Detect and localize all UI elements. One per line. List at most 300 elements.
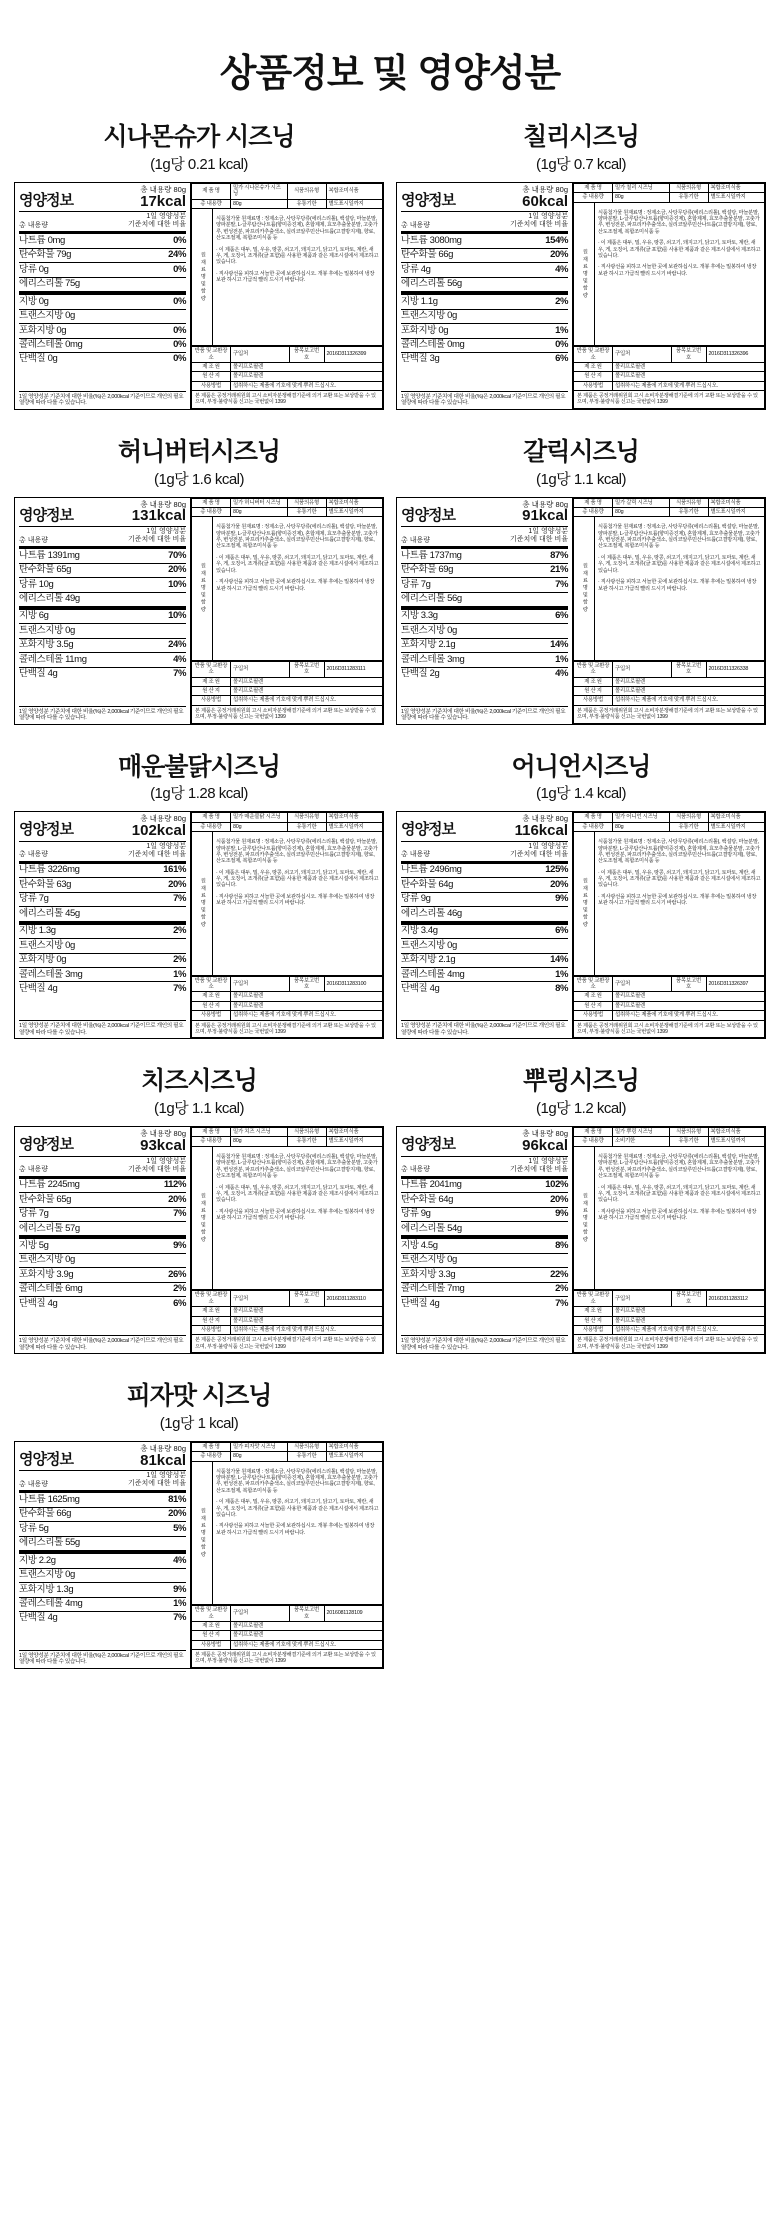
info-value: 80g [613,193,670,202]
ingredients-vertical-label: 원재료명및함량 [573,517,595,661]
table-row [192,381,383,390]
nutrient-row [19,1283,186,1297]
allergy-line: · 이 제품은 대두, 밀, 우유, 땅콩, 쇠고기, 돼지고기, 닭고기, 토마토, 계란, 새우, 게, 오징어, 조개류(굴 포함)를 사용한 제품과 같은 제조시설에서 제조하고 있습니다. [598,869,761,889]
product-card-header [396,753,766,804]
nutrient-pct: 1% [555,324,568,336]
ingredients-line: 식품첨가물 원재료명 : 정제소금, 사탕무당류(에리스리톨), 백설탕, 마늘분말, 양파분말, L-글루탐산나트륨(향미증진제), 혼합제제, 효모추출물분말, 고춧가루, 변성전분, 파프리카추출색소, 실리코알루민산나트륨(고결방지제), 향료, 산도조절제, 복합조미식품 등 [598,524,760,550]
info-value: 폴리프로필렌 [231,992,383,1001]
allergy-line: · 이 제품은 대두, 밀, 우유, 땅콩, 쇠고기, 돼지고기, 닭고기, 토마토, 계란, 새우, 게, 오징어, 조개류(굴 포함)를 사용한 제품과 같은 제조시설에서 제조하고 있습니다. [216,1499,379,1518]
product-info-table [191,498,383,518]
info-value: 섭취하시는 제품에 기호에 맞게 뿌려 드십시오. [231,381,383,390]
info-key: 원 산 지 [192,1316,231,1325]
serving-row [401,527,568,549]
nutrient-label: 탄수화물 66g [401,249,453,261]
nutrient-row [19,339,186,353]
info-value: 2016D311326396 [706,347,765,363]
info-value: 폴리프로필렌 [231,362,383,371]
info-value: 2016081128109 [324,1606,383,1622]
product-origin-table [191,346,383,391]
nutrient-label: 포화지방 3.5g [19,639,74,651]
nutrient-label: 지방 4.5g [401,1239,438,1251]
daily-value-line2: 기준치에 대한 비율 [510,221,568,229]
nutrient-row [19,1508,186,1522]
info-key: 반품 및 교환장소 [192,976,231,992]
table-row [192,1316,383,1325]
info-key: 제 조 원 [574,362,613,371]
nutrient-row [19,893,186,907]
info-key: 총 내용량 [192,199,231,208]
info-value: 밀가 치즈 시즈닝 [231,1128,288,1137]
info-key: 식품의유형 [669,498,708,507]
nutrition-footnote: 1일 영양성분 기준치에 대한 비율(%)은 2,000kcal 기준이므로 개인의 필요 열량에 따라 다를 수 있습니다. [401,1020,568,1036]
nutrient-label: 단백질 2g [401,668,440,680]
ingredients-vertical-label: 원재료명및함량 [191,1462,213,1606]
daily-value-label [128,843,186,859]
ingredients-text [213,1462,383,1606]
table-row [574,507,765,516]
nutrient-row [401,278,568,292]
product-per-gram-kcal: (1g당 1.6 kcal) [153,470,245,488]
nutrient-label: 포화지방 1.3g [19,1583,74,1595]
nutrient-row [401,624,568,638]
daily-value-line1: 1일 영양성분 [528,1157,568,1165]
nutrient-label: 콜레스테롤 0mg [19,339,83,351]
nutrient-label: 나트륨 2496mg [401,864,462,876]
daily-value-line2: 기준치에 대한 비율 [128,1480,186,1488]
nutrient-pct: 1% [173,1598,186,1610]
ingredients-text [213,517,383,661]
info-value: 2016D311326399 [324,347,383,363]
nutrient-row [401,1179,568,1193]
table-row [192,372,383,381]
nutrition-footnote: 1일 영양성분 기준치에 대한 비율(%)은 2,000kcal 기준이므로 개인의 필요 열량에 따라 다를 수 있습니다. [19,1020,186,1036]
product-card-header [14,753,384,804]
nutrient-label: 나트륨 1625mg [19,1493,80,1505]
info-key: 제 품 명 [192,498,231,507]
nutrient-label: 당류 7g [19,1208,49,1220]
daily-value-label [128,1158,186,1174]
nutrient-pct: 9% [555,893,568,905]
nutrient-label: 지방 2.2g [19,1554,56,1566]
table-row [574,661,765,677]
ingredients-text [213,209,383,346]
serving-label: 총 내용량 [401,536,430,544]
info-value: 밀가 허니버터 시즈닝 [231,498,288,507]
nutrient-row [401,982,568,995]
product-card [8,753,390,1068]
nutrient-row [19,1569,186,1583]
info-value: 별도표시일까지 [708,507,765,516]
info-value: 폴리프로필렌 [613,687,765,696]
product-card-body [396,497,766,725]
nutrient-rows [401,549,568,705]
nutrient-label: 에리스리톨 56g [401,278,462,290]
calories-value: 96kcal [522,1136,568,1154]
nutrient-pct: 0% [555,339,568,351]
nutrient-label: 콜레스테롤 3mg [19,968,83,980]
info-value: 밀가 시나몬슈가 시즈닝 [231,183,288,199]
info-value: 구입처 [613,976,672,992]
nutrient-pct: 8% [555,1239,568,1251]
daily-value-line1: 1일 영양성분 [146,213,186,221]
consumer-notice: 본 제품은 공정거래위원회 고시 소비자분쟁해결기준에 의거 교환 또는 보상받을 수 있으며, 부정·불량식품 신고는 국번없이 1399 [191,706,383,724]
product-info-panel [573,1127,765,1353]
product-card-body [14,1126,384,1354]
table-row [574,347,765,363]
product-info-panel [191,183,383,409]
nutrition-facts-title: 영양정보 [19,821,73,839]
info-value: 80g [613,507,670,516]
info-value: 80g [231,199,288,208]
daily-value-line1: 1일 영양성분 [146,842,186,850]
daily-value-line2: 기준치에 대한 비율 [510,1165,568,1173]
info-key: 총 내용량 [574,507,613,516]
info-value: 폴리프로필렌 [231,677,383,686]
nutrient-row [19,1522,186,1536]
nutrient-label: 트랜스지방 0g [401,1254,457,1266]
product-info-panel [573,498,765,724]
info-key: 반품 및 교환장소 [574,347,613,363]
nutrient-label: 탄수화물 64g [401,878,453,890]
table-row [192,813,383,822]
serving-label: 총 내용량 [19,1166,48,1174]
nutrition-facts-panel [15,1127,191,1353]
nutrition-calories [522,501,568,525]
daily-value-label [128,213,186,229]
nutrition-calories [522,1130,568,1154]
info-key: 품목보고번호 [289,661,324,677]
nutrient-pct: 14% [550,639,568,651]
product-card-header [396,123,766,174]
nutrient-pct: 87% [550,549,568,561]
product-per-gram-kcal: (1g당 1.28 kcal) [150,785,248,803]
nutrient-label: 에리스리톨 45g [19,907,80,919]
nutrient-pct: 20% [168,1193,186,1205]
nutrient-row [19,864,186,878]
calories-value: 102kcal [131,822,186,840]
nutrition-facts-panel [397,812,573,1038]
serving-row [401,842,568,864]
nutrient-row [401,295,568,309]
info-value: 밀가 뿌링 시즈닝 [613,1128,670,1137]
daily-value-label [510,1158,568,1174]
nutrient-pct: 8% [555,982,568,994]
nutrient-row [401,1239,568,1253]
nutrient-pct: 2% [555,1283,568,1295]
info-key: 유통기한 [287,507,326,516]
nutrient-row [401,263,568,277]
table-row [192,347,383,363]
ingredients-text [595,832,765,976]
nutrient-row [401,324,568,338]
product-per-gram-kcal: (1g당 1.1 kcal) [535,470,627,488]
info-key: 품목보고번호 [671,1291,706,1307]
nutrient-row [19,1222,186,1236]
info-value: 폴리프로필렌 [231,1631,383,1640]
nutrient-label: 나트륨 3226mg [19,864,80,876]
table-row [574,362,765,371]
nutrient-label: 나트륨 2245mg [19,1179,80,1191]
nutrient-label: 나트륨 2041mg [401,1179,462,1191]
info-key: 유통기한 [669,822,708,831]
info-key: 반품 및 교환장소 [574,661,613,677]
nutrient-row [401,249,568,263]
product-info-panel [573,812,765,1038]
info-key: 유통기한 [669,193,708,202]
nutrient-row [19,564,186,578]
info-key: 제 품 명 [574,1128,613,1137]
product-per-gram-kcal: (1g당 0.21 kcal) [150,155,248,173]
info-key: 제 조 원 [192,677,231,686]
nutrient-row [19,310,186,324]
info-value: 섭취하시는 제품에 기호에 맞게 뿌려 드십시오. [231,1640,383,1649]
info-value: 폴리프로필렌 [613,677,765,686]
ingredients-line: 식품첨가물 원재료명 : 정제소금, 사탕무당류(에리스리톨), 백설탕, 마늘분말, 양파분말, L-글루탐산나트륨(향미증진제), 혼합제제, 효모추출물분말, 고춧가루, 변성전분, 파프리카추출색소, 실리코알루민산나트륨(고결방지제), 향료, 산도조절제, 복합조미식품 등 [216,524,378,550]
nutrition-facts-title: 영양정보 [19,191,73,209]
daily-value-line1: 1일 영양성분 [528,528,568,536]
product-origin-table [573,1290,765,1335]
nutrient-pct: 161% [163,864,186,876]
consumer-notice: 본 제품은 공정거래위원회 고시 소비자분쟁해결기준에 의거 교환 또는 보상받을 수 있으며, 부정·불량식품 신고는 국번없이 1399 [573,1335,765,1353]
nutrient-row [401,610,568,624]
nutrition-facts-panel [397,1127,573,1353]
product-name: 피자맛 시즈닝 [126,1382,272,1410]
table-row [192,992,383,1001]
info-key: 제 품 명 [192,1442,231,1451]
table-row [192,1137,383,1146]
nutrient-row [19,1537,186,1551]
nutrient-label: 탄수화물 65g [19,564,71,576]
info-value: 복합조미식품 [708,1128,765,1137]
storage-note-line: · 직사광선을 피하고 서늘한 곳에 보관하십시오. 개봉 후에는 밀봉하여 냉장보관 하시고 가급적 빨리 드시기 바랍니다. [216,893,375,907]
table-row [574,813,765,822]
info-value: 별도표시일까지 [326,822,383,831]
nutrition-footnote: 1일 영양성분 기준치에 대한 비율(%)은 2,000kcal 기준이므로 개인의 필요 열량에 따라 다를 수 있습니다. [19,706,186,722]
info-key: 제 조 원 [574,677,613,686]
nutrient-pct: 9% [173,1583,186,1595]
nutrient-row [19,968,186,982]
product-card-body [396,811,766,1039]
table-row [192,498,383,507]
nutrient-pct: 24% [168,249,186,261]
nutrient-label: 에리스리톨 46g [401,907,462,919]
info-value: 2016D311283112 [706,1291,765,1307]
info-value: 복합조미식품 [326,1442,383,1451]
nutrient-row [401,1283,568,1297]
nutrition-calories [140,186,186,210]
product-name: 치즈시즈닝 [141,1067,257,1096]
info-value: 섭취하시는 제품에 기호에 맞게 뿌려 드십시오. [231,1011,383,1020]
nutrient-pct: 0% [173,234,186,246]
info-value: 구입처 [231,347,290,363]
table-row [574,1325,765,1334]
nutrient-label: 포화지방 2.1g [401,639,456,651]
total-amount-label: 총 내용량 80g [522,499,568,509]
nutrition-facts-panel [15,1442,191,1668]
nutrient-label: 당류 7g [19,893,49,905]
nutrient-rows [401,1179,568,1335]
total-amount-label: 총 내용량 80g [522,1129,568,1138]
info-key: 총 내용량 [574,822,613,831]
nutrient-row [19,1612,186,1625]
total-amount-label: 총 내용량 80g [522,184,568,194]
nutrient-pct: 7% [173,982,186,994]
nutrient-pct: 0% [173,295,186,307]
info-value: 구입처 [613,1291,672,1307]
info-key: 품목보고번호 [671,347,706,363]
info-key: 식품의유형 [287,498,326,507]
info-key: 제 품 명 [192,813,231,822]
allergy-line: · 이 제품은 대두, 밀, 우유, 땅콩, 쇠고기, 돼지고기, 닭고기, 토마토, 계란, 새우, 게, 오징어, 조개류(굴 포함)를 사용한 제품과 같은 제조시설에서 제조하고 있습니다. [216,869,379,889]
info-key: 유통기한 [287,822,326,831]
nutrient-label: 에리스리톨 56g [401,593,462,605]
nutrient-row [401,939,568,953]
info-key: 제 품 명 [192,1128,231,1137]
info-key: 반품 및 교환장소 [192,1606,231,1622]
info-key: 식품의유형 [669,1128,708,1137]
nutrient-row [401,907,568,921]
nutrient-pct: 0% [173,324,186,336]
table-row [192,1631,383,1640]
product-origin-table [191,1290,383,1335]
total-amount-label: 총 내용량 80g [140,814,186,824]
nutrient-pct: 26% [168,1268,186,1280]
info-key: 제 조 원 [192,362,231,371]
table-row [192,1325,383,1334]
product-info-table [573,812,765,832]
nutrient-label: 지방 3.4g [401,925,438,937]
nutrient-row [19,878,186,892]
table-row [574,976,765,992]
info-key: 제 품 명 [574,498,613,507]
product-card-grid [0,123,780,1697]
nutrient-row [19,263,186,277]
nutrient-pct: 1% [555,653,568,665]
nutrient-label: 단백질 4g [401,982,440,994]
nutrient-pct: 20% [168,564,186,576]
info-value: 밀가 매운불닭 시즈닝 [231,813,288,822]
info-value: 80g [231,507,288,516]
nutrition-facts-header [401,815,568,842]
nutrition-footnote: 1일 영양성분 기준치에 대한 비율(%)은 2,000kcal 기준이므로 개인의 필요 열량에 따라 다를 수 있습니다. [19,1335,186,1351]
nutrition-footnote: 1일 영양성분 기준치에 대한 비율(%)은 2,000kcal 기준이므로 개인의 필요 열량에 따라 다를 수 있습니다. [19,391,186,407]
nutrient-label: 트랜스지방 0g [19,939,75,951]
info-key: 사용방법 [192,1325,231,1334]
info-value: 밀가 어니언 시즈닝 [613,813,670,822]
nutrient-label: 당류 7g [401,578,431,590]
info-value: 구입처 [231,976,290,992]
table-row [192,1291,383,1307]
nutrition-calories [140,1445,186,1469]
info-key: 제 품 명 [574,183,613,192]
nutrition-facts-header [19,501,186,528]
nutrient-row [19,549,186,563]
nutrient-row [19,278,186,292]
table-row [192,1640,383,1649]
consumer-notice: 본 제품은 공정거래위원회 고시 소비자분쟁해결기준에 의거 교환 또는 보상받을 수 있으며, 부정·불량식품 신고는 국번없이 1399 [191,1021,383,1039]
storage-note-line: · 직사광선을 피하고 서늘한 곳에 보관하십시오. 개봉 후에는 밀봉하여 냉장보관 하시고 가급적 빨리 드시기 바랍니다. [216,579,375,592]
info-key: 원 산 지 [192,1001,231,1010]
serving-row [401,212,568,234]
nutrition-facts-panel [397,183,573,409]
product-per-gram-kcal: (1g당 0.7 kcal) [535,155,627,173]
product-name: 매운불닭시즈닝 [117,752,281,781]
daily-value-line1: 1일 영양성분 [146,1472,186,1480]
table-row [192,183,383,199]
nutrient-row [19,1268,186,1282]
table-row [192,362,383,371]
product-info-panel [191,1442,383,1668]
info-value: 구입처 [613,661,672,677]
nutrient-row [19,1297,186,1310]
nutrient-pct: 4% [555,263,568,275]
nutrient-rows [19,864,186,1020]
info-value: 별도표시일까지 [708,1137,765,1146]
nutrient-label: 콜레스테롤 6mg [19,1283,83,1295]
info-key: 반품 및 교환장소 [192,661,231,677]
info-key: 원 산 지 [192,687,231,696]
nutrient-row [401,893,568,907]
nutrient-row [401,310,568,324]
table-row [192,687,383,696]
nutrient-label: 포화지방 0g [401,324,449,336]
total-amount-label: 총 내용량 80g [140,1443,186,1453]
table-row [574,687,765,696]
nutrient-label: 탄수화물 63g [19,878,71,890]
nutrient-label: 당류 0g [19,263,49,275]
nutrient-label: 당류 4g [401,263,431,275]
table-row [574,381,765,390]
product-card-body [14,497,384,725]
daily-value-line2: 기준치에 대한 비율 [128,1165,186,1173]
nutrient-row [401,1222,568,1236]
product-origin-table [191,976,383,1021]
ingredients-text [595,517,765,661]
info-key: 품목보고번호 [289,347,324,363]
info-value: 밀가 피자맛 시즈닝 [231,1442,288,1451]
daily-value-line1: 1일 영양성분 [528,842,568,850]
nutrient-pct: 7% [173,893,186,905]
nutrient-pct: 154% [545,234,568,246]
nutrient-pct: 22% [550,1268,568,1280]
info-value: 폴리프로필렌 [613,1316,765,1325]
info-key: 유통기한 [669,1137,708,1146]
product-card-body [14,1441,384,1669]
nutrient-row [19,1179,186,1193]
nutrient-pct: 2% [555,295,568,307]
info-value: 구입처 [231,1291,290,1307]
nutrient-row [401,353,568,366]
storage-note-line: · 직사광선을 피하고 서늘한 곳에 보관하십시오. 개봉 후에는 밀봉하여 냉장보관 하시고 가급적 빨리 드시기 바랍니다. [598,264,757,277]
serving-label: 총 내용량 [19,1480,48,1488]
nutrient-pct: 14% [550,954,568,966]
ingredients-vertical-label: 원재료명및함량 [573,203,595,347]
nutrient-pct: 2% [173,925,186,937]
info-value: 섭취하시는 제품에 기호에 맞게 뿌려 드십시오. [613,1011,765,1020]
nutrient-row [19,639,186,653]
nutrient-label: 트랜스지방 0g [19,310,75,322]
info-value: 별도표시일까지 [326,1452,383,1461]
nutrient-label: 트랜스지방 0g [401,310,457,322]
product-card-body [14,182,384,410]
serving-label: 총 내용량 [19,221,48,229]
product-per-gram-kcal: (1g당 1 kcal) [159,1414,239,1432]
nutrient-row [401,653,568,667]
product-info-table [191,1127,383,1147]
nutrient-row [19,234,186,248]
storage-note-line: · 직사광선을 피하고 서늘한 곳에 보관하십시오. 개봉 후에는 밀봉하여 냉장보관 하시고 가급적 빨리 드시기 바랍니다. [216,270,375,284]
allergy-line: · 이 제품은 대두, 밀, 우유, 땅콩, 쇠고기, 돼지고기, 닭고기, 토마토, 계란, 새우, 게, 오징어, 조개류(굴 포함)를 사용한 제품과 같은 제조시설에서 제조하고 있습니다. [598,1184,761,1204]
